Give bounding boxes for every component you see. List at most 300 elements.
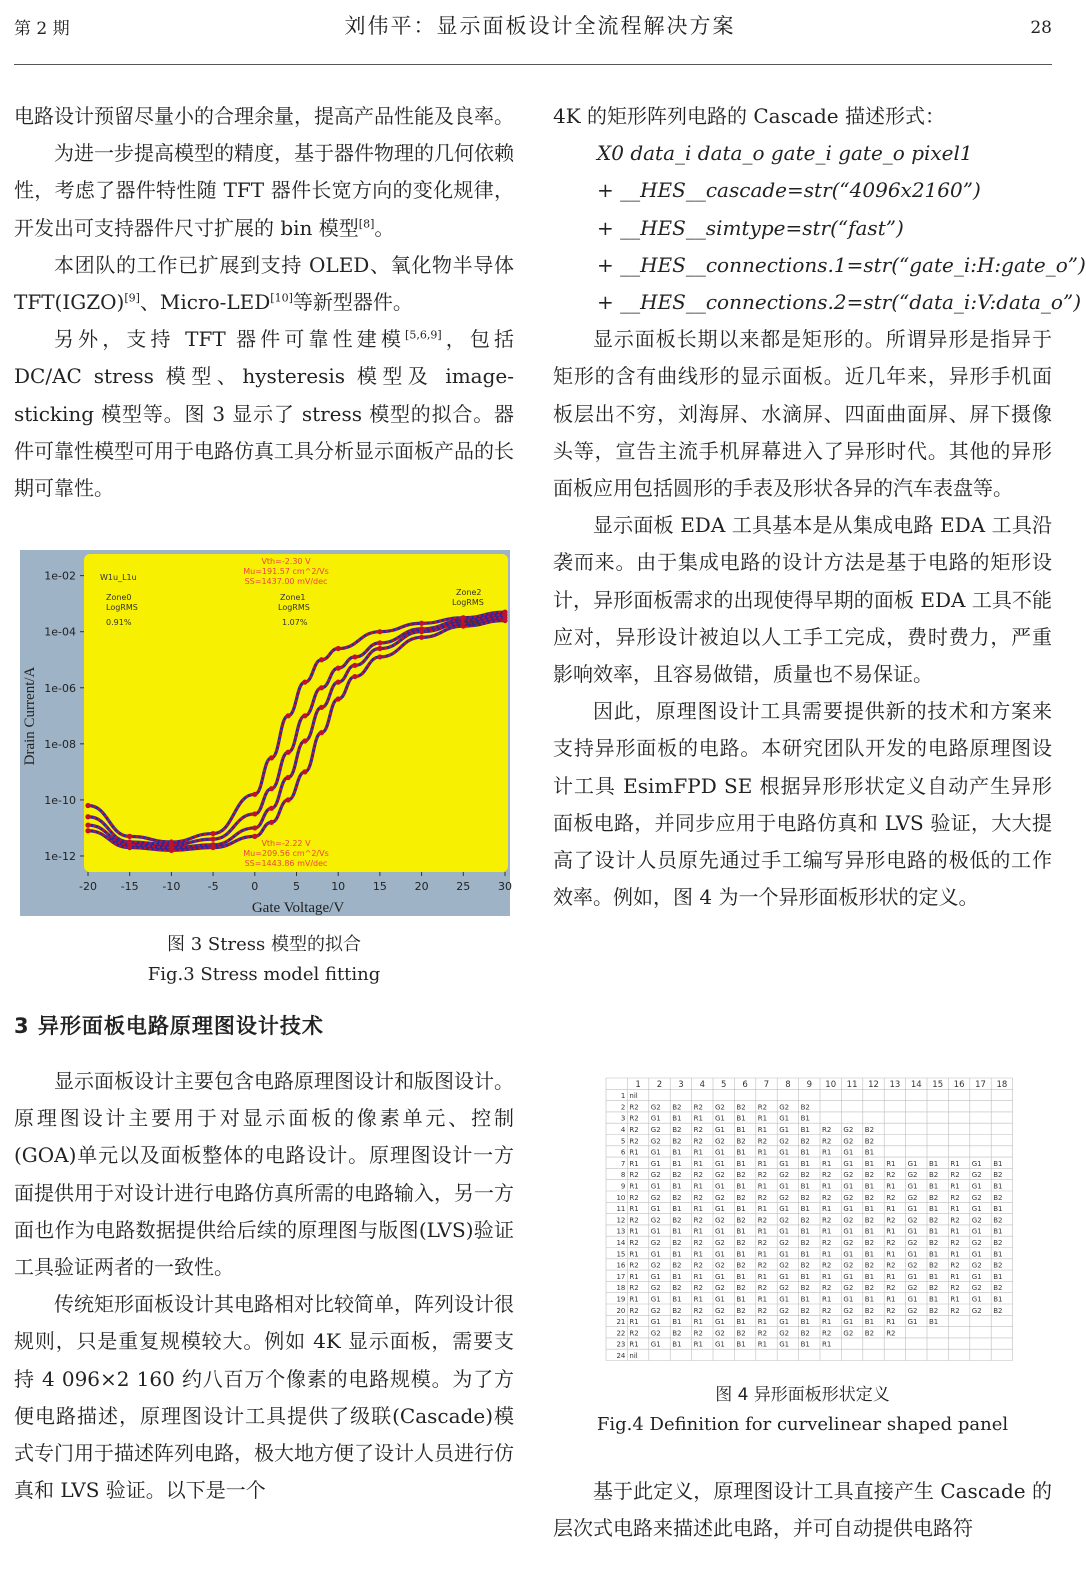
left-column-bottom [14, 1063, 514, 1509]
data-point [377, 654, 382, 659]
grid-cell: B1 [993, 1159, 1003, 1168]
grid-cell: R2 [886, 1284, 896, 1293]
grid-cell: B1 [736, 1227, 746, 1236]
grid-cell: B2 [864, 1261, 875, 1270]
grid-cell: R1 [757, 1114, 768, 1123]
grid-cell: B1 [800, 1340, 810, 1349]
grid-cell: G2 [907, 1306, 918, 1315]
grid-cell: R2 [757, 1239, 768, 1247]
grid-cell: G2 [843, 1216, 854, 1225]
column-header: 15 [932, 1079, 944, 1090]
data-point [319, 705, 324, 710]
grid-cell: R1 [822, 1159, 832, 1168]
grid-cell: B1 [800, 1182, 810, 1191]
grid-cell: B2 [672, 1126, 682, 1134]
grid-cell: B1 [800, 1159, 810, 1168]
y-tick-label: 1e-10 [44, 793, 76, 807]
grid-cell: B1 [864, 1159, 875, 1168]
x-tick-label: -20 [79, 880, 97, 893]
grid-cell: G1 [971, 1159, 982, 1168]
row-header: 24 [616, 1352, 626, 1360]
grid-cell: R1 [693, 1114, 703, 1123]
grid-cell: R1 [950, 1272, 960, 1281]
data-point [85, 814, 90, 819]
column-header: 8 [785, 1079, 791, 1090]
grid-cell: B1 [864, 1148, 875, 1157]
grid-cell: G1 [843, 1250, 854, 1259]
code-line: + __HES__simtype=str(“fast”) [597, 215, 904, 240]
grid-cell: G2 [779, 1193, 790, 1202]
grid-cell: R2 [693, 1329, 703, 1338]
grid-cell: R1 [693, 1340, 703, 1349]
citation: [8] [358, 216, 375, 230]
mu-bottom: Mu=209.56 cm^2/Vs [243, 849, 329, 858]
data-point [85, 803, 90, 808]
grid-cell: G1 [650, 1250, 661, 1259]
row-header: 15 [616, 1250, 626, 1259]
grid-cell: G2 [907, 1193, 918, 1202]
grid-cell: G1 [843, 1205, 854, 1214]
grid-cell: G1 [971, 1182, 982, 1191]
data-point [211, 831, 216, 836]
grid-cell: R2 [822, 1193, 832, 1202]
grid-cell: G2 [843, 1193, 854, 1202]
data-point [85, 823, 90, 828]
grid-cell: G1 [907, 1205, 918, 1214]
data-point [336, 666, 341, 671]
grid-cell: G1 [715, 1272, 725, 1281]
grid-cell: R1 [629, 1340, 639, 1349]
grid-cell: R2 [693, 1171, 703, 1180]
grid-cell: R2 [886, 1261, 896, 1270]
grid-cell: G1 [715, 1205, 725, 1214]
grid-cell: B1 [864, 1227, 875, 1236]
grid-cell: G1 [650, 1159, 661, 1168]
grid-cell: R1 [757, 1250, 768, 1259]
row-header: 19 [616, 1295, 626, 1304]
grid-cell: B1 [800, 1318, 810, 1327]
data-point [302, 769, 307, 774]
column-header: 12 [868, 1079, 879, 1090]
grid-cell: G1 [779, 1340, 790, 1349]
grid-cell: R2 [693, 1216, 703, 1225]
grid-cell: R1 [629, 1250, 639, 1259]
grid-cell: B2 [864, 1239, 875, 1247]
data-point [269, 820, 274, 825]
grid-cell: R2 [629, 1284, 639, 1293]
grid-cell: B1 [800, 1272, 810, 1281]
grid-cell: G2 [650, 1239, 661, 1247]
x-tick-label: 10 [331, 880, 346, 893]
row-header: 13 [616, 1227, 626, 1236]
grid-cell: B2 [800, 1216, 810, 1225]
grid-cell: B2 [929, 1239, 939, 1247]
grid-cell: B2 [864, 1193, 875, 1202]
grid-cell: B2 [929, 1193, 939, 1202]
grid-cell: G2 [715, 1239, 725, 1247]
data-point [352, 674, 357, 679]
grid-cell: R1 [629, 1295, 639, 1304]
grid-cell: R1 [693, 1318, 703, 1327]
grid-cell: G1 [650, 1182, 661, 1191]
data-point [419, 629, 424, 634]
grid-cell: R1 [886, 1205, 896, 1214]
row-header: 10 [616, 1193, 626, 1202]
grid-cell: B1 [800, 1126, 810, 1134]
grid-cell: B1 [864, 1250, 875, 1259]
grid-cell: G2 [650, 1216, 661, 1225]
grid-cell: G2 [843, 1261, 854, 1270]
paragraph: 为进一步提高模型的精度，基于器件物理的几何依赖性，考虑了器件特性随 TFT 器件长宽方向的变化规律，开发出可支持器件尺寸扩展的 bin 模型[8]。 [14, 141, 514, 240]
grid-cell: R1 [693, 1295, 703, 1304]
grid-cell: R1 [886, 1159, 896, 1168]
grid-cell: G2 [843, 1239, 854, 1247]
grid-cell: B2 [864, 1137, 875, 1146]
grid-cell: B1 [929, 1205, 939, 1214]
y-tick-label: 1e-06 [44, 681, 76, 695]
grid-cell: G2 [971, 1216, 982, 1225]
grid-cell: G1 [715, 1227, 725, 1236]
data-point [502, 618, 507, 623]
row-header: 3 [620, 1114, 626, 1123]
x-tick-label: 25 [456, 880, 471, 893]
grid-cell: G2 [779, 1306, 790, 1315]
grid-cell: G1 [779, 1159, 790, 1168]
grid-cell: G2 [779, 1137, 790, 1146]
grid-cell: B1 [993, 1295, 1003, 1304]
row-header: 21 [616, 1318, 626, 1327]
column-header: 6 [742, 1079, 748, 1090]
x-tick-label: -15 [120, 880, 139, 893]
grid-cell: R1 [629, 1205, 639, 1214]
grid-cell: R2 [757, 1216, 768, 1225]
row-header: 20 [616, 1306, 626, 1315]
x-tick-label: 5 [293, 880, 300, 893]
grid-cell: G1 [779, 1205, 790, 1214]
x-tick-label: 20 [414, 880, 429, 893]
code-line: + __HES__connections.2=str(“data_i:V:data_o”) [597, 290, 1081, 315]
data-point [252, 825, 257, 830]
grid-cell: G1 [715, 1159, 725, 1168]
column-header: 10 [825, 1079, 837, 1090]
grid-cell: B2 [736, 1284, 746, 1293]
paragraph: 基于此定义，原理图设计工具直接产生 Cascade 的层次式电路来描述此电路，并可自动提供电路符 [553, 1479, 1052, 1541]
code-line: + __HES__connections.1=str(“gate_i:H:gate_o”) [597, 252, 1086, 277]
grid-cell: G1 [779, 1295, 790, 1304]
citation: [5,6,9] [405, 328, 442, 342]
grid-cell: B2 [929, 1171, 939, 1180]
grid-cell: B1 [672, 1227, 682, 1236]
grid-cell: B2 [993, 1261, 1003, 1270]
grid-cell: B2 [800, 1103, 810, 1112]
grid-cell: R2 [757, 1306, 768, 1315]
fig3-caption-en: Fig.3 Stress model fitting [147, 964, 381, 985]
grid-cell: B2 [672, 1261, 682, 1270]
zone2-metric: LogRMS [452, 598, 484, 607]
grid-cell: B1 [736, 1295, 746, 1304]
grid-cell: B1 [672, 1272, 682, 1281]
grid-cell: B2 [993, 1171, 1003, 1180]
grid-cell: R2 [693, 1137, 703, 1146]
grid-cell: B2 [929, 1261, 939, 1270]
grid-cell: B1 [736, 1205, 746, 1214]
data-point [252, 792, 257, 797]
paragraph: 本团队的工作已扩展到支持 OLED、氧化物半导体 TFT(IGZO)[9]、Micro-LED[10]等新型器件。 [14, 252, 514, 315]
grid-cell: nil [629, 1352, 638, 1360]
grid-cell: B2 [800, 1193, 810, 1202]
y-tick-label: 1e-12 [44, 849, 76, 863]
paragraph: 显示面板 EDA 工具基本是从集成电路 EDA 工具沿袭而来。由于集成电路的设计方法是基于电路的矩形设计，异形面板需求的出现使得早期的面板 EDA 工具不能应对，异形设计被迫以人工手工完成，费时费力，严重影响效率，且容易做错，质量也不易保证。 [553, 513, 1052, 687]
grid-cell: R1 [757, 1205, 768, 1214]
grid-cell: G2 [779, 1216, 790, 1225]
figure-4 [592, 1070, 1008, 1365]
data-point [419, 621, 424, 626]
right-column-bottom [553, 1473, 1052, 1547]
grid-cell: B2 [864, 1126, 875, 1134]
grid-cell: R2 [629, 1261, 639, 1270]
grid-cell: B2 [864, 1284, 875, 1293]
column-header: 9 [806, 1079, 813, 1090]
grid-cell: R1 [886, 1182, 896, 1191]
grid-cell: G2 [971, 1261, 982, 1270]
grid-cell: B2 [736, 1306, 746, 1315]
grid-cell: B1 [736, 1340, 746, 1349]
grid-cell: R1 [822, 1340, 832, 1349]
data-point [377, 629, 382, 634]
grid-cell: G2 [650, 1103, 661, 1112]
column-header: 18 [996, 1079, 1008, 1090]
grid-cell: R1 [822, 1227, 832, 1236]
grid-cell: R2 [822, 1261, 832, 1270]
column-header: 13 [889, 1079, 901, 1090]
data-point [269, 786, 274, 791]
column-header: 3 [678, 1079, 684, 1090]
grid-cell: R2 [629, 1171, 639, 1180]
grid-cell: G2 [779, 1239, 790, 1247]
grid-cell: B1 [672, 1340, 682, 1349]
grid-cell: R2 [693, 1126, 703, 1134]
grid-cell: B1 [929, 1250, 939, 1259]
column-header: 16 [953, 1079, 965, 1090]
grid-cell: R2 [757, 1284, 768, 1293]
x-axis-label: Gate Voltage/V [251, 900, 345, 916]
grid-cell: B2 [993, 1239, 1003, 1247]
grid-cell: R2 [886, 1216, 896, 1225]
grid-cell: R1 [629, 1148, 639, 1157]
paragraph: 显示面板设计主要包含电路原理图设计和版图设计。原理图设计主要用于对显示面板的像素单元、控制(GOA)单元以及面板整体的电路设计。原理图设计一方面提供用于对设计进行电路仿真所需的电路输入，另一方面也作为电路数据提供给后续的原理图与版图(LVS)验证工具验证两者的一致性。 [14, 1069, 514, 1280]
grid-cell: B2 [800, 1284, 810, 1293]
row-header: 18 [616, 1284, 626, 1293]
grid-cell: B2 [993, 1306, 1003, 1315]
grid-cell: R1 [757, 1340, 768, 1349]
data-point [377, 646, 382, 651]
grid-cell: R2 [886, 1239, 896, 1247]
grid-cell: R1 [886, 1295, 896, 1304]
grid-cell: R2 [950, 1306, 960, 1315]
grid-cell: B2 [929, 1284, 939, 1293]
mu-top: Mu=191.57 cm^2/Vs [243, 567, 329, 576]
data-point [336, 646, 341, 651]
grid-cell: G2 [971, 1306, 982, 1315]
issue-number: 第 2 期 [14, 19, 70, 39]
grid-cell: R1 [629, 1159, 639, 1168]
grid-cell: G1 [715, 1182, 725, 1191]
grid-cell: B1 [672, 1250, 682, 1259]
data-point [286, 713, 291, 718]
grid-cell: B1 [800, 1295, 810, 1304]
column-header: 4 [699, 1079, 706, 1090]
grid-cell: R1 [757, 1159, 768, 1168]
grid-cell: B1 [864, 1318, 875, 1327]
column-header: 11 [846, 1079, 858, 1090]
grid-cell: G2 [971, 1171, 982, 1180]
grid-cell: B1 [800, 1114, 810, 1123]
grid-cell: R2 [757, 1193, 768, 1202]
grid-cell: R2 [822, 1216, 832, 1225]
grid-cell: B1 [672, 1148, 682, 1157]
grid-cell: R2 [629, 1239, 639, 1247]
grid-cell: R1 [693, 1182, 703, 1191]
grid-cell: G2 [779, 1261, 790, 1270]
grid-cell: G1 [715, 1148, 725, 1157]
data-point [269, 755, 274, 760]
data-point [302, 680, 307, 685]
grid-cell: G1 [715, 1126, 725, 1134]
data-point [252, 834, 257, 839]
grid-cell: G2 [715, 1306, 725, 1315]
grid-cell: G1 [843, 1318, 854, 1327]
grid-cell: B1 [800, 1205, 810, 1214]
grid-cell: R1 [757, 1126, 768, 1134]
figure-3 [20, 550, 510, 916]
grid-cell: B2 [672, 1103, 682, 1112]
row-header: 23 [616, 1340, 626, 1349]
grid-cell: R2 [886, 1193, 896, 1202]
data-point [302, 713, 307, 718]
grid-cell: B1 [993, 1182, 1003, 1191]
grid-cell: G1 [907, 1159, 918, 1168]
grid-cell: B2 [929, 1306, 939, 1315]
fig4-caption-cn: 图 4 异形面板形状定义 [715, 1385, 890, 1405]
grid-cell: R2 [822, 1306, 832, 1315]
grid-cell: G1 [907, 1182, 918, 1191]
grid-cell: B1 [672, 1114, 682, 1123]
paragraph: 4K 的矩形阵列电路的 Cascade 描述形式： [553, 104, 945, 128]
grid-cell: R2 [822, 1126, 832, 1134]
grid-cell: G2 [650, 1261, 661, 1270]
grid-cell: B1 [800, 1250, 810, 1259]
grid-cell: R2 [950, 1193, 960, 1202]
data-point [211, 837, 216, 842]
grid-cell: R2 [950, 1171, 960, 1180]
grid-cell: R2 [950, 1216, 960, 1225]
grid-cell: B2 [800, 1329, 810, 1338]
data-point [252, 811, 257, 816]
grid-cell: B2 [736, 1171, 746, 1180]
grid-cell: B2 [800, 1137, 810, 1146]
grid-cell: B1 [929, 1318, 939, 1327]
grid-cell: B1 [736, 1182, 746, 1191]
shape-definition-grid [592, 1070, 1008, 1365]
citation: [10] [270, 291, 293, 305]
grid-cell: B2 [672, 1137, 682, 1146]
row-header: 17 [616, 1272, 626, 1281]
grid-cell: B2 [864, 1216, 875, 1225]
grid-cell: G1 [715, 1250, 725, 1259]
grid-cell: R1 [886, 1318, 896, 1327]
row-header: 14 [616, 1239, 626, 1247]
grid-cell: R2 [822, 1171, 832, 1180]
grid-cell: B2 [800, 1171, 810, 1180]
zone1-metric: LogRMS [278, 603, 310, 612]
grid-cell: R1 [886, 1250, 896, 1259]
paragraph: 另外，支持 TFT 器件可靠性建模[5,6,9]，包括 DC/AC stress 模型、hysteresis 模型及 image-sticking 模型等。图 3 显示了 stress 模型的拟合。器件可靠性模型可用于电路仿真工具分析显示面板产品的长期可靠性。 [14, 327, 515, 501]
grid-cell: R1 [629, 1318, 639, 1327]
data-point [336, 696, 341, 701]
grid-cell: B1 [864, 1182, 875, 1191]
grid-cell: B1 [736, 1159, 746, 1168]
grid-cell: G1 [779, 1114, 790, 1123]
grid-cell: B2 [736, 1216, 746, 1225]
paragraph: 因此，原理图设计工具需要提供新的技术和方案来支持异形面板的电路。本研究团队开发的电路原理图设计工具 EsimFPD SE 根据异形形状定义自动产生异形面板电路，并同步应用于电路仿真和 LVS 验证，大大提高了设计人员原先通过手工编写异形电路的极低的工作效率。例如，图 4 为一个异形面板形状的定义。 [553, 699, 1052, 910]
grid-cell: B2 [672, 1306, 682, 1315]
grid-cell: R1 [757, 1272, 768, 1281]
grid-cell: G2 [843, 1306, 854, 1315]
grid-cell: B1 [736, 1148, 746, 1157]
grid-cell: R2 [629, 1193, 639, 1202]
grid-cell: B2 [736, 1193, 746, 1202]
grid-cell: B2 [736, 1261, 746, 1270]
grid-cell: B1 [993, 1205, 1003, 1214]
grid-cell: B1 [929, 1227, 939, 1236]
grid-cell: R1 [822, 1272, 832, 1281]
grid-cell: G2 [971, 1239, 982, 1247]
grid-cell: G2 [779, 1103, 790, 1112]
data-point [286, 797, 291, 802]
grid-cell: R2 [693, 1284, 703, 1293]
column-header: 1 [635, 1079, 641, 1090]
grid-cell: G2 [650, 1306, 661, 1315]
grid-cell: G1 [650, 1318, 661, 1327]
fig4-caption-en: Fig.4 Definition for curvelinear shaped panel [596, 1414, 1009, 1435]
column-header: 2 [656, 1079, 663, 1090]
x-tick-label: -10 [162, 880, 181, 893]
x-tick-label: 30 [498, 880, 512, 893]
grid-cell: R2 [757, 1103, 768, 1112]
row-header: 16 [616, 1261, 626, 1270]
grid-cell: G2 [843, 1137, 854, 1146]
grid-cell: R1 [693, 1148, 703, 1157]
grid-cell: R1 [822, 1205, 832, 1214]
grid-cell: R2 [822, 1239, 832, 1247]
row-header: 7 [620, 1159, 626, 1168]
grid-cell: B1 [736, 1272, 746, 1281]
grid-cell: G2 [907, 1216, 918, 1225]
grid-cell: G2 [650, 1193, 661, 1202]
grid-cell: B2 [736, 1137, 746, 1146]
ss-bottom: SS=1443.86 mV/dec [244, 859, 328, 868]
code-line: + __HES__cascade=str(“4096x2160”) [597, 178, 981, 203]
fig3-caption-cn: 图 3 Stress 模型的拟合 [167, 934, 361, 955]
grid-cell: G1 [779, 1250, 790, 1259]
grid-cell: G1 [779, 1126, 790, 1134]
grid-cell: R2 [822, 1137, 832, 1146]
row-header: 11 [616, 1205, 626, 1214]
grid-cell: G2 [779, 1171, 790, 1180]
grid-cell: B2 [993, 1193, 1003, 1202]
data-point [377, 640, 382, 645]
vth-top: Vth=-2.30 V [261, 557, 311, 566]
